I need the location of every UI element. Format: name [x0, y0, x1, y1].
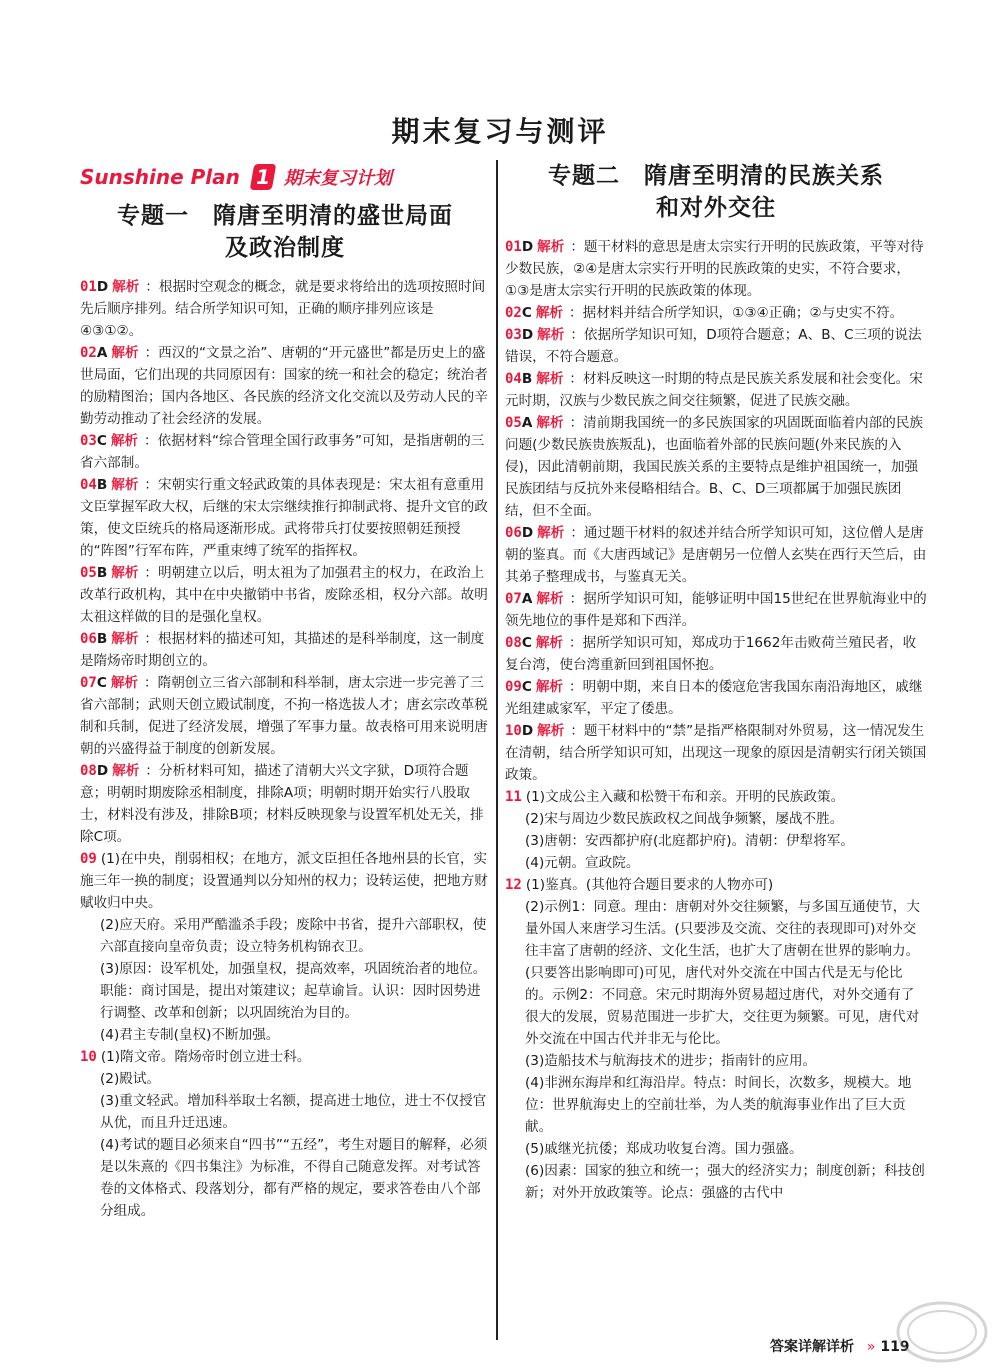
footer-arrow: » — [866, 1339, 876, 1355]
analysis-text: ：分析材料可知，描述了清朝大兴文字狱，D项符合题意；明朝时期废除丞相制度，排除A项；明朝时期开始实行八股取士，材料没有涉及，排除B项；材料反映现象与设置军机处无关，排除C项。 — [80, 763, 484, 845]
analysis-text: ：材料反映这一时期的特点是民族关系发展和社会变化。宋元时期，汉族与少数民族之间交往频繁，促进了民族交融。 — [505, 371, 923, 409]
analysis-text: ：宋朝实行重文轻武政策的具体表现是：宋太祖有意重用文臣掌握军政大权，后继的宋太宗继续推行抑制武将、提升文官的政策，使文臣统兵的格局逐渐形成。武将带兵打仗要按照朝廷预授的“阵图”行军布阵，严重束缚了统军的指挥权。 — [80, 477, 488, 559]
answer-item — [505, 412, 927, 522]
answer-row — [505, 324, 927, 368]
answer-row — [80, 672, 490, 760]
answer-letter: B — [96, 477, 108, 493]
answer-row — [505, 412, 927, 522]
analysis-label: 解析 — [537, 525, 565, 541]
answer-item — [80, 342, 490, 430]
footer-label: 答案详解详析 — [770, 1339, 854, 1355]
answer-item — [80, 474, 490, 562]
answer-letter: C — [521, 635, 532, 651]
analysis-label: 解析 — [111, 631, 139, 647]
answer-row — [505, 522, 927, 588]
answer-letter: D — [521, 239, 534, 255]
sub-answer: (2)殿试。 — [100, 1071, 161, 1087]
answer-letter: A — [96, 345, 108, 361]
question-number: 08 — [505, 635, 522, 651]
answer-item — [80, 848, 490, 1046]
answer-letter: B — [96, 631, 108, 647]
question-number: 03 — [80, 433, 97, 449]
answer-row — [80, 430, 490, 474]
answer-row — [80, 276, 490, 342]
left-column — [80, 160, 490, 1222]
page-number: 119 — [880, 1339, 910, 1355]
analysis-label: 解析 — [535, 305, 564, 321]
answer-letter: D — [521, 525, 534, 541]
plan-banner — [80, 160, 490, 194]
sub-answer: (2)示例1：同意。理由：唐朝对外交往频繁，与多国互通使节，大量外国人来唐学习生活。(只要涉及交流、交往的表现即可)对外交往丰富了唐朝的经济、文化生活，也扩大了唐朝在世界的影响力。(只要答出影响即可)可见，唐代对外交流在中国古代是无与伦比的。示例2：不同意。宋元时期海外贸易超过唐代，对外交通有了很大的发展，贸易范围进一步扩大，交往更为频繁。可见，唐代对外交流在中国古代并非无与伦比。 — [525, 899, 920, 1047]
answer-item — [80, 430, 490, 474]
question-number: 05 — [505, 415, 522, 431]
answer-item — [505, 588, 927, 632]
question-number: 01 — [80, 279, 97, 295]
question-number: 06 — [505, 525, 522, 541]
answer-item — [505, 236, 927, 302]
question-number: 10 — [505, 723, 522, 739]
answer-list-right — [505, 236, 927, 1204]
sub-answer: (3)重文轻武。增加科举取士名额，提高进士地位，进士不仅授官从优，而且升迁迅速。 — [100, 1093, 487, 1131]
answer-letter: D — [96, 763, 109, 779]
answer-item — [505, 522, 927, 588]
sub-answer: (3)原因：设军机处，加强皇权，提高效率，巩固统治者的地位。职能：商讨国是，提出对策建议；起草谕旨。认识：因时因势进行调整、改革和创新；以巩固统治为目的。 — [100, 961, 487, 1021]
analysis-text: ：根据时空观念的概念，就是要求将给出的选项按照时间先后顺序排列。结合所学知识可知，正确的顺序排列应该是④③①②。 — [80, 279, 486, 339]
analysis-text: ：依据材料“综合管理全国行政事务”可知，是指唐朝的三省六部制。 — [80, 433, 485, 471]
sub-answer: (1)文成公主入藏和松赞干布和亲。开明的民族政策。 — [525, 789, 845, 805]
answer-item — [80, 628, 490, 672]
answer-item — [80, 1046, 490, 1222]
answer-row — [505, 632, 927, 676]
sub-answer: (4)元朝。宣政院。 — [525, 855, 640, 871]
analysis-label: 解析 — [110, 675, 139, 691]
answer-item — [80, 672, 490, 760]
analysis-text: ：依据所学知识可知，D项符合题意；A、B、C三项的说法错误，不符合题意。 — [505, 327, 922, 365]
question-number: 02 — [505, 305, 522, 321]
answer-row — [80, 342, 490, 430]
question-number: 02 — [80, 345, 97, 361]
analysis-label: 解析 — [111, 477, 139, 493]
analysis-label: 解析 — [536, 415, 564, 431]
answer-letter: C — [96, 433, 107, 449]
answer-row — [505, 874, 927, 896]
section-title-1 — [80, 200, 490, 264]
analysis-label: 解析 — [535, 679, 564, 695]
section-title-line: 及政治制度 — [225, 235, 345, 261]
analysis-text: ：题干材料的意思是唐太宗实行开明的民族政策，平等对待少数民族，②④是唐太宗实行开明的民族政策的史实，不符合要求，①③是唐太宗实行开明的民族政策的体现。 — [505, 239, 924, 299]
page-footer — [770, 1336, 910, 1356]
answer-letter: C — [521, 305, 532, 321]
column-divider — [496, 160, 498, 1340]
analysis-text: ：明朝建立以后，明太祖为了加强君主的权力，在政治上改革行政机构，其中在中央撤销中书省，废除丞相，权分六部。故明太祖这样做的目的是强化皇权。 — [80, 565, 488, 625]
answer-letter: D — [96, 279, 109, 295]
answer-letter: A — [521, 591, 533, 607]
section-title-line: 专题二 隋唐至明清的民族关系 — [548, 163, 884, 189]
answer-letter: C — [521, 679, 532, 695]
sub-answer: (2)应天府。采用严酷滥杀手段；废除中书省，提升六部职权，使六部直接向皇帝负责；设立特务机构锦衣卫。 — [100, 917, 487, 955]
answer-letter: A — [521, 415, 533, 431]
answer-item — [505, 720, 927, 786]
answer-letter: D — [521, 327, 534, 343]
answer-row — [505, 676, 927, 720]
section-title-2 — [505, 160, 927, 224]
answer-letter: B — [521, 371, 533, 387]
analysis-text: ：西汉的“文景之治”、唐朝的“开元盛世”都是历史上的盛世局面，它们出现的共同原因有：国家的统一和社会的稳定；统治者的励精图治；国内各地区、各民族的经济文化交流以及劳动人民的辛勤劳动推动了社会经济的发展。 — [80, 345, 488, 427]
answer-row — [505, 368, 927, 412]
sub-answer: (1)在中央，削弱相权；在地方，派文臣担任各地州县的长官，实施三年一换的制度；设置通判以分知州的权力；设转运使，把地方财赋收归中央。 — [80, 851, 488, 911]
analysis-text: ：隋朝创立三省六部制和科举制，唐太宗进一步完善了三省六部制；武则天创立殿试制度，不拘一格选拔人才；唐玄宗改革税制和兵制，促进了经济发展，增强了军事力量。故表格可用来说明唐朝的兴盛得益于制度的创新发展。 — [80, 675, 488, 757]
question-number: 08 — [80, 763, 97, 779]
answer-row — [80, 760, 490, 848]
analysis-label: 解析 — [537, 327, 565, 343]
question-number: 09 — [505, 679, 522, 695]
page-title: 期末复习与测评 — [391, 115, 609, 148]
answer-item — [80, 760, 490, 848]
answer-row — [505, 720, 927, 786]
answer-row — [505, 786, 927, 808]
analysis-text: ：明朝中期，来自日本的倭寇危害我国东南沿海地区，戚继光组建戚家军，平定了倭患。 — [505, 679, 923, 717]
sub-answer: (6)因素：国家的独立和统一；强大的经济实力；制度创新；科技创新；对外开放政策等。论点：强盛的古代中 — [525, 1163, 925, 1201]
sub-answer: (5)戚继光抗倭；郑成功收复台湾。国力强盛。 — [525, 1141, 803, 1157]
sub-answer: (4)考试的题目必须来自“四书”“五经”，考生对题目的解释，必须是以朱熹的《四书集注》为标准，不得自己随意发挥。对考试答卷的文体格式、段落划分，都有严格的规定，要求答卷由八个部分组成。 — [100, 1137, 488, 1219]
answer-item — [505, 786, 927, 874]
answer-row — [80, 628, 490, 672]
question-number: 05 — [80, 565, 97, 581]
analysis-label: 解析 — [536, 591, 564, 607]
analysis-label: 解析 — [536, 371, 564, 387]
analysis-text: ：根据材料的描述可知，其描述的是科举制度，这一制度是隋炀帝时期创立的。 — [80, 631, 485, 669]
answer-row — [505, 236, 927, 302]
answer-row — [80, 474, 490, 562]
sub-answer: (2)宋与周边少数民族政权之间战争频繁，屡战不胜。 — [525, 811, 844, 827]
answer-row — [80, 562, 490, 628]
question-number: 10 — [80, 1049, 97, 1065]
question-number: 12 — [505, 877, 522, 893]
analysis-text: ：题干材料中的“禁”是指严格限制对外贸易，这一情况发生在清朝，结合所学知识可知，出现这一现象的原因是清朝实行闭关锁国政策。 — [505, 723, 927, 783]
question-number: 01 — [505, 239, 522, 255]
answer-row — [505, 588, 927, 632]
answer-item — [505, 302, 927, 324]
analysis-label: 解析 — [112, 763, 140, 779]
plan-number-badge: 1 — [250, 164, 277, 190]
analysis-label: 解析 — [535, 635, 564, 651]
answer-letter: D — [521, 723, 534, 739]
question-number: 06 — [80, 631, 97, 647]
analysis-text: ：据所学知识可知，郑成功于1662年击败荷兰殖民者，收复台湾，使台湾重新回到祖国怀抱。 — [505, 635, 917, 673]
question-number: 07 — [505, 591, 522, 607]
answer-letter: B — [96, 565, 108, 581]
answer-item — [505, 368, 927, 412]
answer-item — [80, 276, 490, 342]
question-number: 09 — [80, 851, 97, 867]
watermark-stamp — [895, 1300, 990, 1365]
answer-item — [505, 324, 927, 368]
analysis-label: 解析 — [110, 433, 139, 449]
answer-row — [80, 848, 490, 914]
analysis-label: 解析 — [537, 239, 565, 255]
section-title-line: 专题一 隋唐至明清的盛世局面 — [117, 203, 453, 229]
question-number: 04 — [80, 477, 97, 493]
analysis-text: ：清前期我国统一的多民族国家的巩固既面临着内部的民族问题(少数民族贵族叛乱)，也面临着外部的民族问题(外来民族的入侵)，因此清朝前期，我国民族关系的主要特点是维护祖国统一，加强民族团结与反抗外来侵略相结合。B、C、D三项都属于加强民族团结，但不全面。 — [505, 415, 924, 519]
right-column — [505, 160, 927, 1204]
analysis-label: 解析 — [112, 279, 140, 295]
sub-answer: (1)隋文帝。隋炀帝时创立进士科。 — [100, 1049, 311, 1065]
answer-list-left — [80, 276, 490, 1222]
answer-item — [505, 676, 927, 720]
section-title-line: 和对外交往 — [656, 195, 776, 221]
answer-item — [505, 632, 927, 676]
question-number: 07 — [80, 675, 97, 691]
answer-row — [505, 302, 927, 324]
question-number: 03 — [505, 327, 522, 343]
sub-answer: (1)鉴真。(其他符合题目要求的人物亦可) — [525, 877, 774, 893]
analysis-text: ：通过题干材料的叙述并结合所学知识可知，这位僧人是唐朝的鉴真。而《大唐西域记》是唐朝另一位僧人玄奘在西行天竺后，由其弟子整理成书，与鉴真无关。 — [505, 525, 927, 585]
analysis-text: ：据所学知识可知，能够证明中国15世纪在世界航海业中的领先地位的事件是郑和下西洋。 — [505, 591, 927, 629]
answer-item — [80, 562, 490, 628]
plan-english: Sunshine Plan — [80, 165, 240, 189]
plan-chinese: 期末复习计划 — [283, 168, 392, 189]
sub-answer: (4)非洲东海岸和红海沿岸。特点：时间长，次数多，规模大。地位：世界航海史上的空前壮举，为人类的航海事业作出了巨大贡献。 — [525, 1075, 912, 1135]
answer-item — [505, 874, 927, 1204]
sub-answer: (4)君主专制(皇权)不断加强。 — [100, 1027, 280, 1043]
analysis-text: ：据材料并结合所学知识，①③④正确；②与史实不符。 — [569, 305, 904, 321]
sub-answer: (3)造船技术与航海技术的进步；指南针的应用。 — [525, 1053, 817, 1069]
answer-row — [80, 1046, 490, 1068]
analysis-label: 解析 — [111, 345, 139, 361]
answer-letter: C — [96, 675, 107, 691]
question-number: 04 — [505, 371, 522, 387]
analysis-label: 解析 — [537, 723, 565, 739]
sub-answer: (3)唐朝：安西都护府(北庭都护府)。清朝：伊犁将军。 — [525, 833, 854, 849]
question-number: 11 — [505, 789, 522, 805]
analysis-label: 解析 — [111, 565, 139, 581]
